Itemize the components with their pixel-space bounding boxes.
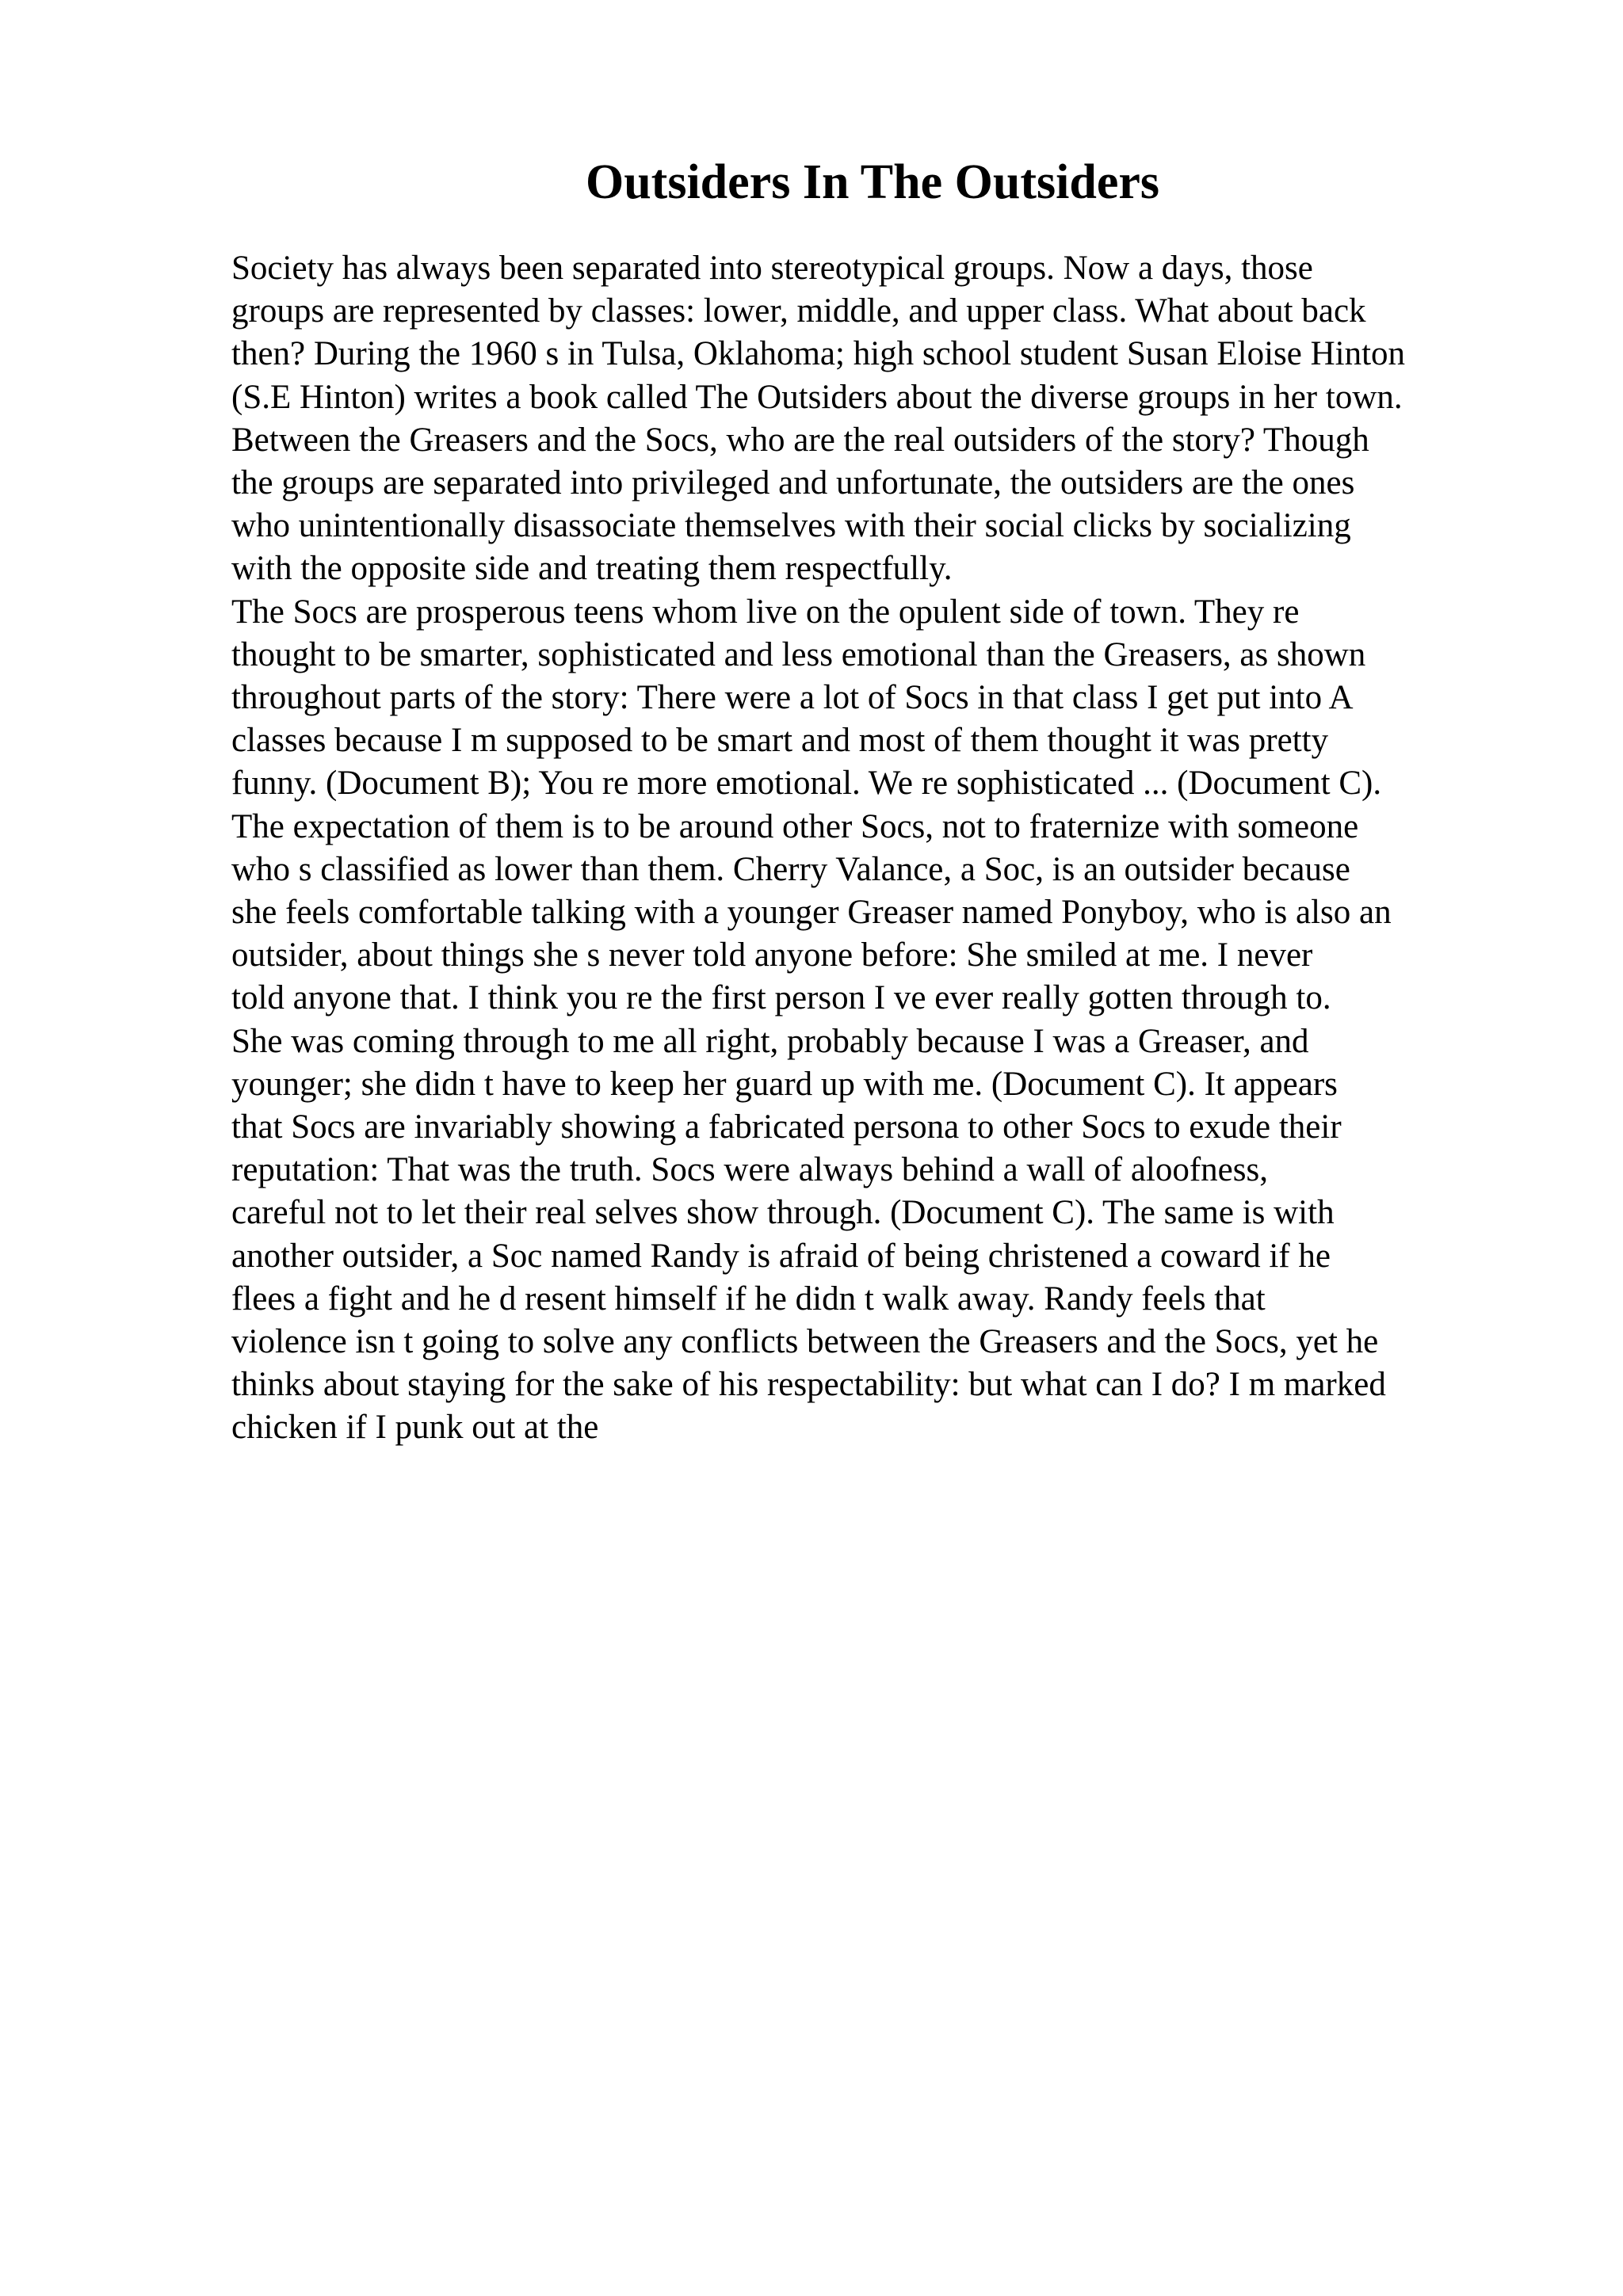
body-line: then? During the 1960 s in Tulsa, Oklahoma; high school student Susan Eloise Hinton (231, 335, 1406, 373)
body-line: outsider, about things she s never told anyone before: She smiled at me. I never (231, 936, 1313, 974)
body-line: thought to be smarter, sophisticated and less emotional than the Greasers, as shown (231, 635, 1366, 673)
body-line: violence isn t going to solve any conflicts between the Greasers and the Socs, yet he (231, 1323, 1379, 1361)
body-line: told anyone that. I think you re the first person I ve ever really gotten through to. (231, 979, 1331, 1017)
body-line: that Socs are invariably showing a fabricated persona to other Socs to exude their (231, 1108, 1342, 1146)
body-line: (S.E Hinton) writes a book called The Outsiders about the diverse groups in her town. (231, 378, 1403, 416)
body-line: flees a fight and he d resent himself if he didn t walk away. Randy feels that (231, 1280, 1266, 1318)
body-line: younger; she didn t have to keep her guard up with me. (Document C). It appears (231, 1065, 1338, 1103)
body-line: Between the Greasers and the Socs, who are the real outsiders of the story? Though (231, 421, 1369, 459)
body-line: The expectation of them is to be around other Socs, not to fraternize with someone (231, 807, 1359, 845)
body-line: who s classified as lower than them. Cherry Valance, a Soc, is an outsider because (231, 850, 1350, 888)
body-line: throughout parts of the story: There were a lot of Socs in that class I get put into A (231, 679, 1354, 717)
body-line: chicken if I punk out at the (231, 1409, 599, 1447)
body-line: funny. (Document B); You re more emotional. We re sophisticated ... (Document C). (231, 765, 1382, 803)
document-body (231, 247, 1610, 1450)
body-line: classes because I m supposed to be smart and most of them thought it was pretty (231, 722, 1329, 760)
body-line: Society has always been separated into stereotypical groups. Now a days, those (231, 250, 1313, 287)
body-line: the groups are separated into privileged and unfortunate, the outsiders are the ones (231, 464, 1355, 502)
document-title: Outsiders In The Outsiders (585, 155, 1160, 209)
body-line: The Socs are prosperous teens whom live on the opulent side of town. They re (231, 593, 1300, 631)
body-line: reputation: That was the truth. Socs were always behind a wall of aloofness, (231, 1151, 1268, 1189)
body-line: with the opposite side and treating them respectfully. (231, 550, 953, 588)
body-line: careful not to let their real selves show through. (Document C). The same is with (231, 1194, 1335, 1232)
body-line: thinks about staying for the sake of his respectability: but what can I do? I m marked (231, 1366, 1386, 1404)
body-line: who unintentionally disassociate themselves with their social clicks by socializing (231, 507, 1351, 545)
body-line: another outsider, a Soc named Randy is afraid of being christened a coward if he (231, 1237, 1331, 1275)
body-line: groups are represented by classes: lower, middle, and upper class. What about back (231, 292, 1366, 330)
body-line: She was coming through to me all right, probably because I was a Greaser, and (231, 1022, 1309, 1060)
body-line: she feels comfortable talking with a younger Greaser named Ponyboy, who is also an (231, 894, 1392, 932)
